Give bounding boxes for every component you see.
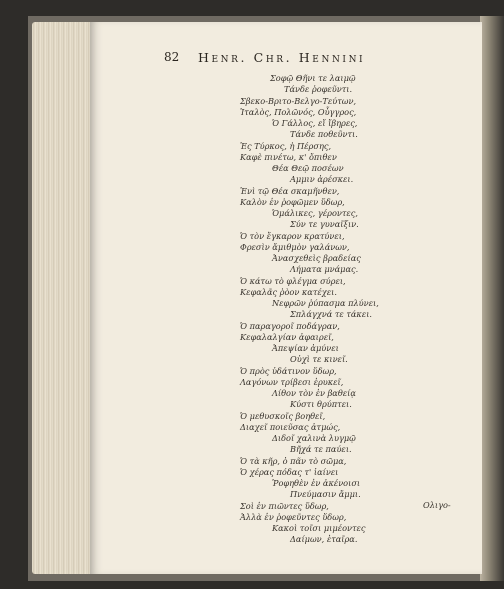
poem-line: Διαχεῖ ποιεῦσας ἀτμώς, [240,422,341,432]
poem-line: Κεφαλαλγίαν ἀφαιρεῖ, [240,332,334,342]
page-header [90,50,482,70]
poem-line: Ἀπεψίαν ἀμύνει [272,343,339,353]
poem-line: Σβεκο-Βριτο-Βελγο-Τεύτων, [240,96,357,106]
poem-line: Βῆχά τε παύει. [290,444,352,454]
poem-line: Καφὲ πινέτω, κ' ὄπιθεν [240,152,337,162]
poem-line: Σοφῷ Θῆνι τε λαιμῷ [270,73,356,83]
poem-line: Ὁ κάτω τὸ φλέγμα σύρει, [240,276,346,286]
poem-line: Ὁ μεθυσκοῖς βοηθεῖ, [240,411,326,421]
poem-line: Τάνδε ῥοφεῦντι. [284,84,353,94]
poem-line: Καλὸν ἐν ῥοφῶμεν ὕδωρ, [240,197,345,207]
poem-line: Ἀλλὰ ἐν ῥοφεῦντες ὕδωρ, [240,512,347,522]
catchword: Ολιγο- [423,500,451,510]
poem-line: Κύστι θρύπτει. [290,399,352,409]
book-page [90,22,482,574]
running-head: Henr. Chr. Hennini [198,50,366,65]
page-stack-edge [32,22,94,574]
poem-line: Σύν τε γυναῖξιν. [290,219,359,229]
poem-line: Ὁ τὸν ἔγκαρον κρατύνει, [240,231,345,241]
book-gutter [480,16,504,581]
poem-line: Πνεύμασιν ἄμμι. [290,489,361,499]
poem-line: Κεφαλᾶς ῥὸον κατέχει. [240,287,337,297]
poem-line: Ὁ τὰ κῆρ, ὁ πᾶν τὸ σῶμα, [240,456,347,466]
poem-line: Ὁ παραγοροῖ ποδάγραν, [240,321,340,331]
poem-line: Ἐς Τύρκος, ἡ Πέρσης, [240,141,332,151]
poem-line: Κακοὶ τοῖσι μιμέοντες [272,523,366,533]
poem-line: Διδοῖ χαλινὰ λυγμῷ [272,433,356,443]
poem-line: Θέα Θεῷ ποσέων [272,163,344,173]
poem-line: Οὐχὶ τε κινεῖ. [290,354,348,364]
poem-line: Ἰταλὸς, Πολῶνός, Οὖγγρος, [240,107,357,117]
poem-line: Σπλάγχνά τε τάκει. [290,309,373,319]
poem-line: Νεφρῶν ῥύπασμα πλύνει, [272,298,379,308]
poem-line: Λίθον τὸν ἐν βαθείᾳ [272,388,356,398]
poem-line: Ὁ Γάλλος, εἴ ἴβηρες, [272,118,358,128]
poem-line: Αμμιν ἀρέσκει. [290,174,354,184]
poem-line: Λήματα μνάμας. [290,264,359,274]
poem-line: Ὁ πρὸς ὑδάτινον ὕδωρ, [240,366,337,376]
poem-line: Σοὶ ἐν πιῶντες ὕδωρ, [240,501,329,511]
poem-line: Ῥοφηθὲν ἐν ἀκένοισι [272,478,361,488]
poem-line: Ἐνὶ τῷ Θέα σκαμῆνθεν, [240,186,340,196]
page-number: 82 [164,50,180,64]
poem-line: Ὁμάλικες, γέροντες, [272,208,358,218]
poem-line: Ἀνασχεθεὶς βραδείας [272,253,361,263]
poem-line: Ὁ χέρας πόδας τ' ἰαίνει [240,467,339,477]
poem-line: Δαίμων, ἑταῖρα. [290,534,358,544]
poem-line: Φρεσὶν ἄμιθμὸν γαλάνων, [240,242,350,252]
poem-line: Λαγόνων τρίβεσι ἐρυκεῖ, [240,377,344,387]
poem-line: Τάνδε ποθεῦντι. [290,129,358,139]
